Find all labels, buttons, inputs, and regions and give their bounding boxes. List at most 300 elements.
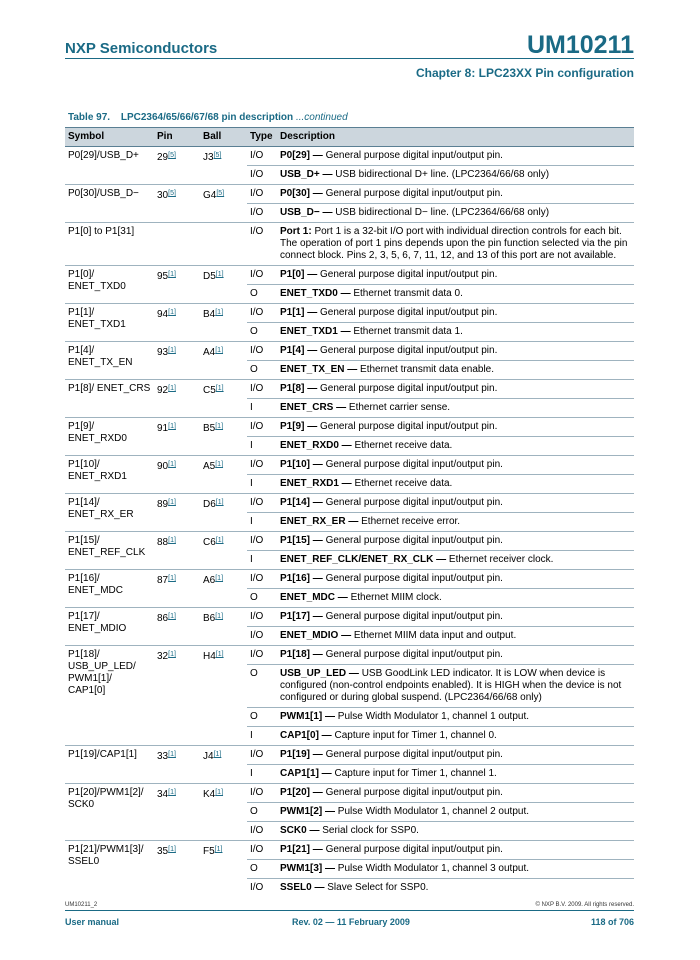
pin-symbol-cell: P1[14]/ ENET_RX_ER (65, 494, 154, 532)
ball-id: J3 (203, 152, 214, 163)
ball-id: B4 (203, 309, 216, 320)
document-id: UM10211 (526, 31, 634, 59)
function-name: USB_D− — (280, 207, 333, 218)
pin-symbol-cell: P1[4]/ ENET_TX_EN (65, 342, 154, 380)
function-name: ENET_RX_ER — (280, 516, 359, 527)
table-row (65, 418, 634, 437)
pin-number-cell (154, 746, 200, 784)
ball-id: B5 (203, 423, 216, 434)
function-name: P1[14] — (280, 497, 323, 508)
description-cell (277, 551, 634, 570)
pin-number: 35 (157, 846, 169, 857)
pin-number-cell (154, 456, 200, 494)
pin-number-cell (154, 223, 200, 266)
function-description: General purpose digital input/output pin. (325, 573, 503, 584)
function-description: Ethernet carrier sense. (348, 402, 451, 413)
ball-id: A6 (203, 575, 216, 586)
table-row (65, 223, 634, 266)
function-description: General purpose digital input/output pin. (320, 307, 498, 318)
function-name: PWM1[1] — (280, 711, 335, 722)
function-name: ENET_RXD1 — (280, 478, 352, 489)
company-name: NXP Semiconductors (65, 40, 218, 57)
type-cell: I/O (247, 304, 277, 323)
pin-number: 92 (157, 385, 169, 396)
pin-symbol-cell: P1[21]/PWM1[3]/ SSEL0 (65, 841, 154, 898)
type-cell: I/O (247, 342, 277, 361)
pin-footnote-ref[interactable]: [1] (168, 613, 176, 620)
pin-symbol-cell: P1[0] to P1[31] (65, 223, 154, 266)
ball-footnote-ref[interactable]: [1] (215, 613, 224, 620)
pin-footnote-ref[interactable]: [1] (168, 271, 176, 278)
ball-cell (200, 342, 247, 380)
ball-id: A5 (203, 461, 216, 472)
ball-id: B6 (203, 613, 216, 624)
ball-cell (200, 223, 247, 266)
pin-number-cell (154, 185, 200, 223)
function-description: General purpose digital input/output pin. (325, 188, 503, 199)
pin-symbol-cell: P1[20]/PWM1[2]/ SCK0 (65, 784, 154, 841)
footer-doc-number: UM10211_2 (65, 902, 98, 908)
function-name: P1[18] — (280, 649, 323, 660)
type-cell: O (247, 285, 277, 304)
pin-footnote-ref[interactable]: [5] (168, 152, 176, 159)
function-description: Ethernet transmit data 1. (353, 326, 463, 337)
description-cell (277, 494, 634, 513)
description-cell (277, 285, 634, 304)
function-description: Pulse Width Modulator 1, channel 3 output. (337, 863, 530, 874)
description-cell (277, 304, 634, 323)
pin-symbol-cell: P1[9]/ ENET_RXD0 (65, 418, 154, 456)
pin-symbol-cell: P1[8]/ ENET_CRS (65, 380, 154, 418)
ball-cell (200, 185, 247, 223)
ball-id: J4 (203, 751, 214, 762)
table-row (65, 570, 634, 589)
table-number: Table 97. (68, 112, 111, 123)
type-cell: I (247, 437, 277, 456)
description-cell (277, 570, 634, 589)
ball-cell (200, 746, 247, 784)
pin-number-cell (154, 841, 200, 898)
function-name: P1[4] — (280, 345, 318, 356)
function-name: ENET_MDIO — (280, 630, 352, 641)
function-description: General purpose digital input/output pin. (325, 649, 503, 660)
type-cell: O (247, 803, 277, 822)
description-cell (277, 860, 634, 879)
pin-footnote-ref[interactable]: [1] (168, 347, 176, 354)
function-name: P0[29] — (280, 150, 323, 161)
type-cell: I (247, 765, 277, 784)
ball-id: C6 (203, 537, 216, 548)
function-description: General purpose digital input/output pin. (325, 844, 503, 855)
function-name: ENET_REF_CLK/ENET_RX_CLK — (280, 554, 447, 565)
pin-description-table (65, 127, 634, 897)
pin-symbol-cell: P1[10]/ ENET_RXD1 (65, 456, 154, 494)
pin-footnote-ref[interactable]: [1] (168, 461, 176, 468)
pin-symbol-cell: P1[1]/ ENET_TXD1 (65, 304, 154, 342)
description-cell (277, 879, 634, 898)
type-cell: I/O (247, 494, 277, 513)
pin-symbol-cell: P0[29]/USB_D+ (65, 147, 154, 185)
description-cell (277, 589, 634, 608)
table-continued: ...continued (295, 112, 348, 123)
pin-number: 34 (157, 789, 169, 800)
function-description: USB GoodLink LED indicator. It is LOW when device is configured (non-control endpoints enabled). It is HIGH when the device is not configured or during global suspend. (LPC2364/66/68 only) (280, 668, 622, 703)
type-cell: I/O (247, 746, 277, 765)
function-description: Port 1 is a 32-bit I/O port with individual direction controls for each bit. The operation of port 1 pins depends upon the pin function selected via the pin connect block. Pins 2, 3, 5, 6, 7, 11, 12, and 13 of this port are not available. (280, 226, 628, 261)
function-name: ENET_TXD1 — (280, 326, 351, 337)
function-name: ENET_MDC — (280, 592, 348, 603)
table-header-row (65, 128, 634, 147)
description-cell (277, 532, 634, 551)
ball-id: D5 (203, 271, 216, 282)
table-row (65, 342, 634, 361)
ball-footnote-ref[interactable]: [1] (215, 347, 224, 354)
function-description: General purpose digital input/output pin. (320, 269, 498, 280)
ball-footnote-ref[interactable]: [1] (215, 537, 224, 544)
column-header-ball: Ball (200, 128, 247, 147)
type-cell: I/O (247, 185, 277, 204)
type-cell: O (247, 708, 277, 727)
table-row (65, 304, 634, 323)
pin-footnote-ref[interactable]: [1] (168, 651, 176, 658)
ball-cell (200, 456, 247, 494)
ball-footnote-ref[interactable]: [5] (216, 190, 225, 197)
description-cell (277, 456, 634, 475)
function-name: P1[15] — (280, 535, 323, 546)
description-cell (277, 418, 634, 437)
pin-footnote-ref[interactable]: [5] (168, 190, 176, 197)
ball-footnote-ref[interactable]: [1] (214, 846, 223, 853)
ball-footnote-ref[interactable]: [1] (215, 309, 224, 316)
table-row (65, 646, 634, 665)
ball-id: A4 (203, 347, 216, 358)
ball-id: G4 (203, 190, 217, 201)
function-name: CAP1[0] — (280, 730, 332, 741)
type-cell: I (247, 727, 277, 746)
ball-cell (200, 304, 247, 342)
type-cell: I/O (247, 456, 277, 475)
column-header-pin: Pin (154, 128, 200, 147)
function-name: PWM1[3] — (280, 863, 335, 874)
pin-symbol-cell: P1[0]/ ENET_TXD0 (65, 266, 154, 304)
function-description: General purpose digital input/output pin. (320, 345, 498, 356)
type-cell: I (247, 513, 277, 532)
function-description: Slave Select for SSP0. (327, 882, 429, 893)
pin-symbol-cell: P1[18]/ USB_UP_LED/ PWM1[1]/ CAP1[0] (65, 646, 154, 746)
pin-footnote-ref[interactable]: [1] (168, 423, 176, 430)
type-cell: O (247, 589, 277, 608)
function-description: USB bidirectional D− line. (LPC2364/66/68 only) (335, 207, 550, 218)
function-description: USB bidirectional D+ line. (LPC2364/66/68 only) (335, 169, 550, 180)
pin-number: 86 (157, 613, 169, 624)
description-cell (277, 475, 634, 494)
ball-footnote-ref[interactable]: [1] (215, 423, 224, 430)
ball-cell (200, 380, 247, 418)
pin-footnote-ref[interactable]: [1] (168, 309, 176, 316)
pin-footnote-ref[interactable]: [1] (168, 846, 176, 853)
pin-number: 30 (157, 190, 169, 201)
function-description: Serial clock for SSP0. (322, 825, 419, 836)
description-cell (277, 646, 634, 665)
description-cell (277, 204, 634, 223)
function-name: P1[17] — (280, 611, 323, 622)
pin-footnote-ref[interactable]: [1] (168, 499, 176, 506)
pin-number-cell (154, 147, 200, 185)
pin-number-cell (154, 342, 200, 380)
pin-footnote-ref[interactable]: [1] (168, 537, 176, 544)
ball-id: C5 (203, 385, 216, 396)
ball-cell (200, 646, 247, 746)
pin-number-cell (154, 784, 200, 841)
function-name: ENET_TXD0 — (280, 288, 351, 299)
description-cell (277, 608, 634, 627)
pin-number-cell (154, 494, 200, 532)
function-name: PWM1[2] — (280, 806, 335, 817)
ball-footnote-ref[interactable]: [1] (213, 751, 222, 758)
function-name: P1[10] — (280, 459, 323, 470)
chapter-title: Chapter 8: LPC23XX Pin configuration (415, 66, 634, 80)
pin-footnote-ref[interactable]: [1] (168, 751, 176, 758)
type-cell: I/O (247, 204, 277, 223)
function-description: Pulse Width Modulator 1, channel 1 output. (337, 711, 530, 722)
ball-id: F5 (203, 846, 215, 857)
ball-id: H4 (203, 651, 216, 662)
ball-cell (200, 532, 247, 570)
description-cell (277, 399, 634, 418)
function-description: Pulse Width Modulator 1, channel 2 output. (337, 806, 530, 817)
pin-footnote-ref[interactable]: [1] (168, 789, 176, 796)
column-header-type: Type (247, 128, 277, 147)
function-name: Port 1: (280, 226, 312, 237)
pin-number-cell (154, 532, 200, 570)
description-cell (277, 803, 634, 822)
description-cell (277, 323, 634, 342)
pin-number-cell (154, 646, 200, 746)
pin-footnote-ref[interactable]: [1] (168, 575, 176, 582)
description-cell (277, 708, 634, 727)
function-name: P1[9] — (280, 421, 318, 432)
description-cell (277, 266, 634, 285)
pin-symbol-cell: P1[19]/CAP1[1] (65, 746, 154, 784)
header-rule (65, 58, 634, 59)
function-name: USB_D+ — (280, 169, 333, 180)
function-description: Capture input for Timer 1, channel 0. (334, 730, 497, 741)
ball-id: D6 (203, 499, 216, 510)
description-cell (277, 147, 634, 166)
pin-symbol-cell: P0[30]/USB_D− (65, 185, 154, 223)
function-name: P1[16] — (280, 573, 323, 584)
description-cell (277, 185, 634, 204)
description-cell (277, 513, 634, 532)
type-cell: I/O (247, 266, 277, 285)
table-row (65, 266, 634, 285)
function-name: P1[1] — (280, 307, 318, 318)
type-cell: I (247, 399, 277, 418)
function-description: General purpose digital input/output pin. (325, 535, 503, 546)
type-cell: I/O (247, 418, 277, 437)
pin-number-cell (154, 570, 200, 608)
pin-number: 88 (157, 537, 169, 548)
description-cell (277, 627, 634, 646)
ball-footnote-ref[interactable]: [1] (215, 385, 224, 392)
pin-number: 33 (157, 751, 169, 762)
description-cell (277, 361, 634, 380)
function-name: SCK0 — (280, 825, 320, 836)
description-cell (277, 784, 634, 803)
function-name: P1[21] — (280, 844, 323, 855)
description-cell (277, 342, 634, 361)
pin-number: 32 (157, 651, 169, 662)
function-name: ENET_RXD0 — (280, 440, 352, 451)
description-cell (277, 822, 634, 841)
description-cell (277, 727, 634, 746)
ball-id: K4 (203, 789, 216, 800)
type-cell: I (247, 475, 277, 494)
pin-number: 29 (157, 152, 169, 163)
table-row (65, 147, 634, 166)
function-description: Ethernet receive error. (361, 516, 461, 527)
function-description: Ethernet MIIM clock. (350, 592, 442, 603)
function-description: Ethernet MIIM data input and output. (353, 630, 517, 641)
pin-number: 90 (157, 461, 169, 472)
function-description: General purpose digital input/output pin. (325, 749, 503, 760)
function-name: P1[0] — (280, 269, 318, 280)
ball-footnote-ref[interactable]: [1] (215, 499, 224, 506)
function-description: General purpose digital input/output pin. (325, 611, 503, 622)
pin-number: 87 (157, 575, 169, 586)
ball-cell (200, 494, 247, 532)
pin-number-cell (154, 608, 200, 646)
type-cell: O (247, 361, 277, 380)
ball-cell (200, 784, 247, 841)
type-cell: I/O (247, 822, 277, 841)
description-cell (277, 380, 634, 399)
footer-rule (65, 910, 634, 911)
type-cell: I/O (247, 223, 277, 266)
function-description: Capture input for Timer 1, channel 1. (334, 768, 497, 779)
ball-footnote-ref[interactable]: [1] (215, 271, 224, 278)
pin-number: 94 (157, 309, 169, 320)
ball-cell (200, 147, 247, 185)
type-cell: I/O (247, 166, 277, 185)
function-name: P1[19] — (280, 749, 323, 760)
table-title: LPC2364/65/66/67/68 pin description (120, 112, 294, 123)
pin-number-cell (154, 266, 200, 304)
pin-symbol-cell: P1[17]/ ENET_MDIO (65, 608, 154, 646)
ball-footnote-ref[interactable]: [1] (215, 789, 224, 796)
table-row (65, 456, 634, 475)
table-row (65, 532, 634, 551)
type-cell: I/O (247, 147, 277, 166)
pin-number-cell (154, 380, 200, 418)
function-description: General purpose digital input/output pin. (320, 383, 498, 394)
footer-copyright: © NXP B.V. 2009. All rights reserved. (535, 902, 634, 908)
ball-cell (200, 266, 247, 304)
table-row (65, 494, 634, 513)
description-cell (277, 841, 634, 860)
description-cell (277, 223, 634, 266)
description-cell (277, 746, 634, 765)
table-row (65, 841, 634, 860)
type-cell: O (247, 665, 277, 708)
type-cell: O (247, 323, 277, 342)
table-row (65, 746, 634, 765)
pin-number-cell (154, 418, 200, 456)
ball-cell (200, 841, 247, 898)
description-cell (277, 665, 634, 708)
table-caption (68, 112, 348, 123)
function-name: P1[8] — (280, 383, 318, 394)
function-description: General purpose digital input/output pin. (325, 787, 503, 798)
pin-number: 95 (157, 271, 169, 282)
pin-symbol-cell: P1[16]/ ENET_MDC (65, 570, 154, 608)
type-cell: O (247, 860, 277, 879)
type-cell: I/O (247, 608, 277, 627)
function-name: P0[30] — (280, 188, 323, 199)
type-cell: I/O (247, 784, 277, 803)
function-description: General purpose digital input/output pin. (325, 497, 503, 508)
pin-number: 91 (157, 423, 169, 434)
column-header-description: Description (277, 128, 634, 147)
type-cell: I/O (247, 532, 277, 551)
pin-number-cell (154, 304, 200, 342)
footer-revision: Rev. 02 — 11 February 2009 (292, 917, 410, 927)
function-description: Ethernet receive data. (354, 478, 453, 489)
ball-cell (200, 608, 247, 646)
footer-page-number: 118 of 706 (590, 917, 634, 927)
ball-cell (200, 418, 247, 456)
function-name: ENET_TX_EN — (280, 364, 358, 375)
type-cell: I/O (247, 380, 277, 399)
table-row (65, 185, 634, 204)
function-description: General purpose digital input/output pin. (320, 421, 498, 432)
column-header-symbol: Symbol (65, 128, 154, 147)
description-cell (277, 166, 634, 185)
function-description: Ethernet receive data. (354, 440, 453, 451)
function-description: General purpose digital input/output pin. (325, 150, 503, 161)
ball-footnote-ref[interactable]: [1] (215, 575, 224, 582)
function-description: Ethernet receiver clock. (448, 554, 554, 565)
function-name: USB_UP_LED — (280, 668, 359, 679)
function-description: Ethernet transmit data enable. (360, 364, 495, 375)
pin-symbol-cell: P1[15]/ ENET_REF_CLK (65, 532, 154, 570)
table-row (65, 380, 634, 399)
type-cell: I/O (247, 841, 277, 860)
ball-footnote-ref[interactable]: [1] (215, 651, 224, 658)
type-cell: I/O (247, 627, 277, 646)
pin-number: 89 (157, 499, 169, 510)
function-description: General purpose digital input/output pin. (325, 459, 503, 470)
table-row (65, 608, 634, 627)
pin-number: 93 (157, 347, 169, 358)
function-name: SSEL0 — (280, 882, 325, 893)
description-cell (277, 765, 634, 784)
footer-doc-type: User manual (65, 917, 120, 927)
type-cell: I (247, 551, 277, 570)
function-name: CAP1[1] — (280, 768, 332, 779)
description-cell (277, 437, 634, 456)
type-cell: I/O (247, 879, 277, 898)
function-name: ENET_CRS — (280, 402, 347, 413)
type-cell: I/O (247, 570, 277, 589)
function-description: Ethernet transmit data 0. (353, 288, 463, 299)
ball-footnote-ref[interactable]: [1] (215, 461, 224, 468)
pin-footnote-ref[interactable]: [1] (168, 385, 176, 392)
ball-footnote-ref[interactable]: [5] (213, 152, 222, 159)
function-name: P1[20] — (280, 787, 323, 798)
type-cell: I/O (247, 646, 277, 665)
table-row (65, 784, 634, 803)
